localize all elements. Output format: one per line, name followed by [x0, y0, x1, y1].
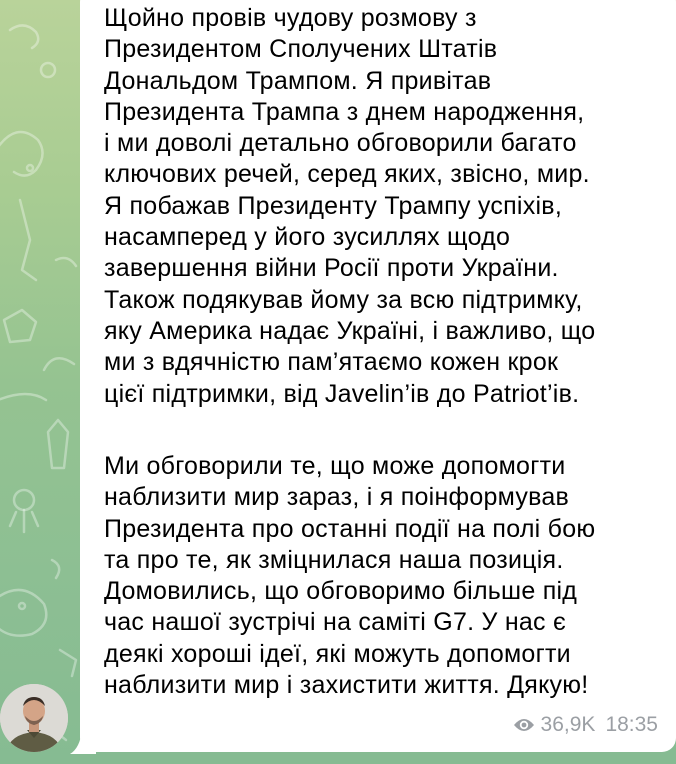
message-paragraph-2: Ми обговорили те, що може допомогти наблизити мир зараз, і я поінформував Президента про останні події на полі бою та про те, як зміцнилася наша позиція. Домовились, що обговоримо більше під час нашої зустрічі на саміті G7. У нас є деякі хороші ідеї, які можуть допомогти наблизити мир і захистити життя. Дякую!: [104, 452, 596, 700]
channel-avatar[interactable]: [0, 684, 68, 752]
message-time: 18:35: [605, 713, 658, 736]
message-meta: [513, 713, 658, 737]
message-paragraph-1: Щойно провів чудову розмову з Президентом Сполучених Штатів Дональдом Трампом. Я привітав Президента Трампа з днем народження, і ми доволі детально обговорили багато ключових речей, серед яких, звісно, мир. Я побажав Президенту Трампу успіхів, насамперед у його зусиллях щодо завершення війни Росії проти України. Також подякував йому за всю підтримку, яку Америка надає Україні, і важливо, що ми з вдячністю пам’ятаємо кожен крок цієї підтримки, від Javelin’ів до Patriot’ів.: [104, 4, 596, 408]
views-count: 36,9K: [540, 713, 596, 736]
avatar-image: [0, 684, 68, 752]
eye-icon: [513, 717, 535, 733]
